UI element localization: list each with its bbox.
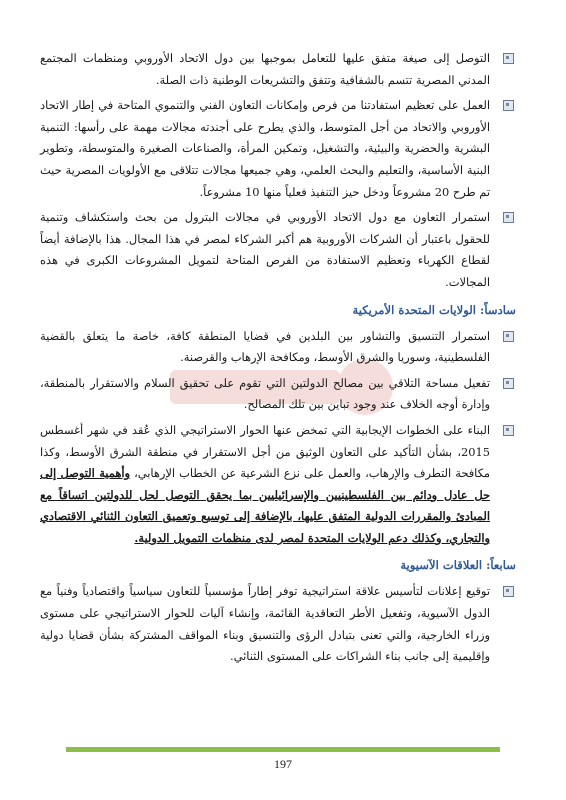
bullet-square-icon <box>503 378 514 389</box>
bullet-square-icon <box>503 100 514 111</box>
footer-rule <box>66 747 500 752</box>
bullet-text: استمرار التعاون مع دول الاتحاد الأوروبي في مجالات البترول من بحث واستكشاف وتنمية للحقول باعتبار أن الشركات الأوروبية هم أكبر الشركاء لمصر في هذا المجال. هذا بالإضافة أيضاً لقطاع الكهرباء وتعظيم الاستفادة من الفرص المتاحة لتمويل المشروعات الكبرى في هذه المجالات. <box>40 210 490 289</box>
bullet-square-icon <box>503 53 514 64</box>
bullet-text: تفعيل مساحة التلاقي بين مصالح الدولتين التي تقوم على تحقيق السلام والاستقرار بالمنطقة، وإدارة أوجه الخلاف عند وجود تباين بين تلك المصالح. <box>40 375 490 412</box>
bullet-item <box>40 48 516 91</box>
bullet-text: استمرار التنسيق والتشاور بين البلدين في قضايا المنطقة كافة، خاصة ما يتعلق بالقضية الفلسطينية، وسوريا والشرق الأوسط، ومكافحة الإرهاب والقرصنة. <box>40 328 490 365</box>
section-heading: سادساً: الولايات المتحدة الأمريكية <box>352 302 516 317</box>
bullet-item <box>40 207 516 293</box>
bullet-item <box>40 581 516 667</box>
bullet-text: توقيع إعلانات لتأسيس علاقة استراتيجية توفر إطاراً مؤسسياً للتعاون سياسياً واقتصادياً وفنياً مع الدول الآسيوية، وتفعيل الأطر التعاقدية القائمة، وإنشاء آليات للحوار الاستراتيجي على مستوى وزراء الخارجية، والتي تعنى بتبادل الرؤى والتنسيق وبناء المواقف المشتركة بشأن قضايا دولية وإقليمية إلى جانب بناء الشراكات على المستوى الثنائي. <box>40 584 490 664</box>
bullet-square-icon <box>503 331 514 342</box>
page-number: 197 <box>274 757 292 771</box>
bullet-square-icon <box>503 586 514 597</box>
bullet-emphasis-text: وأهمية التوصل إلى حل عادل ودائم بين الفلسطينيين والإسرائيليين بما يحقق التوصل لحل للدولتين اتساقاً مع المبادئ والمقررات الدولية المتفق عليها، بالإضافة إلى توسيع وتعميق التعاون الثنائي الاقتصادي والتجاري، وكذلك دعم الولايات المتحدة لمصر لدى منظمات التمويل الدولية. <box>40 466 490 545</box>
bullet-item <box>40 373 516 416</box>
bullet-item <box>40 326 516 369</box>
section-heading: سابعاً: العلاقات الآسيوية <box>400 558 516 573</box>
bullet-item <box>40 95 516 203</box>
bullet-text: العمل على تعظيم استفادتنا من فرص وإمكانات التعاون الفني والتنموي المتاحة في إطار الاتحاد الأوروبي والاتحاد من أجل المتوسط، والذي يطرح على أجندته مجالات مهمة على رأسها: التنمية البشرية والحضرية والبيئية، والتشغيل، وتمكين المرأة، والصناعات الصغيرة والمتوسطة، وتطوير البنية الأساسية، والتعليم والبحث العلمي، وهي جميعها مجالات تتلاقى مع الأولويات المصرية حيث تم طرح 20 مشروعاً ودخل حيز التنفيذ فعلياً منها 10 مشروعاً. <box>40 98 490 199</box>
bullet-text: التوصل إلى صيغة متفق عليها للتعامل بموجبها بين دول الاتحاد الأوروبي ومنظمات المجتمع المدني المصرية تتسم بالشفافية وتتفق والتشريعات الوطنية ذات الصلة. <box>40 51 490 87</box>
document-body <box>40 48 516 672</box>
bullet-text: البناء على الخطوات الإيجابية التي تمخض عنها الحوار الاستراتيجي الذي عُقد في شهر أغسطس 2015، بشأن التأكيد على التعاون الوثيق من أجل الاستقرار في منطقة الشرق الأوسط، وكذا مكافحة التطرف والإرهاب، والعمل على نزع الشرعية عن الخطاب الإرهابي، <box>40 422 491 481</box>
bullet-square-icon <box>503 212 514 223</box>
bullet-item <box>40 420 516 550</box>
bullet-square-icon <box>503 425 514 436</box>
